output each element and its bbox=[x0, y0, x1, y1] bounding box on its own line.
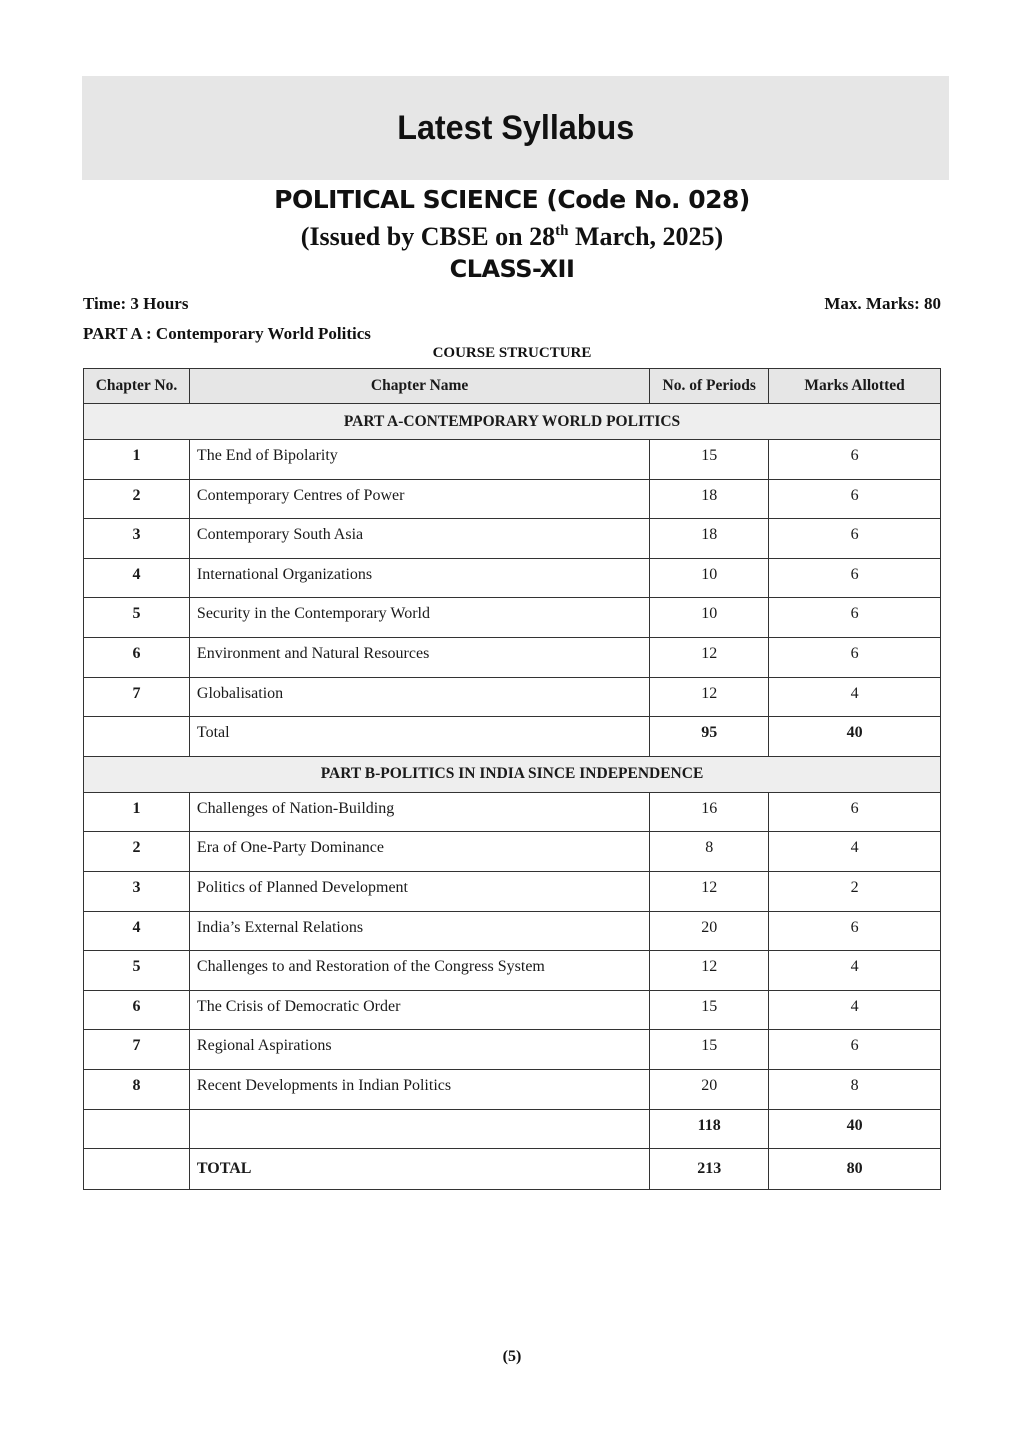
chapter-name: India’s External Relations bbox=[189, 911, 649, 951]
chapter-name: Era of One-Party Dominance bbox=[189, 832, 649, 872]
subject-title: POLITICAL SCIENCE (Code No. 028) bbox=[274, 185, 750, 214]
part-b-total-row bbox=[84, 1109, 941, 1149]
table-row bbox=[84, 479, 941, 519]
chapter-no: 4 bbox=[84, 558, 190, 598]
chapter-name: Challenges to and Restoration of the Congress System bbox=[189, 951, 649, 991]
chapter-name: Security in the Contemporary World bbox=[189, 598, 649, 638]
empty-cell bbox=[84, 1109, 190, 1149]
grand-total-periods: 213 bbox=[650, 1149, 769, 1190]
chapter-name: Recent Developments in Indian Politics bbox=[189, 1069, 649, 1109]
table-row bbox=[84, 677, 941, 717]
periods: 15 bbox=[650, 1030, 769, 1070]
issued-superscript: th bbox=[555, 223, 569, 239]
chapter-no: 6 bbox=[84, 990, 190, 1030]
part-b-title: PART B-POLITICS IN INDIA SINCE INDEPENDENCE bbox=[84, 756, 941, 792]
marks: 8 bbox=[769, 1069, 941, 1109]
chapter-no: 2 bbox=[84, 832, 190, 872]
periods: 12 bbox=[650, 871, 769, 911]
column-header-marks: Marks Allotted bbox=[769, 369, 941, 404]
class-title: CLASS-XII bbox=[449, 255, 575, 283]
table-row bbox=[84, 990, 941, 1030]
chapter-no: 4 bbox=[84, 911, 190, 951]
marks: 4 bbox=[769, 832, 941, 872]
chapter-name: The End of Bipolarity bbox=[189, 440, 649, 480]
course-structure-table bbox=[83, 368, 941, 1190]
marks: 6 bbox=[769, 1030, 941, 1070]
periods: 12 bbox=[650, 637, 769, 677]
table-row bbox=[84, 598, 941, 638]
part-b-header-row bbox=[84, 756, 941, 792]
grand-total-marks: 80 bbox=[769, 1149, 941, 1190]
chapter-no: 7 bbox=[84, 677, 190, 717]
marks: 6 bbox=[769, 558, 941, 598]
empty-cell bbox=[84, 1149, 190, 1190]
table-row bbox=[84, 1069, 941, 1109]
chapter-name: Environment and Natural Resources bbox=[189, 637, 649, 677]
grand-total-label: TOTAL bbox=[189, 1149, 649, 1190]
marks: 6 bbox=[769, 519, 941, 559]
periods: 12 bbox=[650, 677, 769, 717]
periods: 10 bbox=[650, 598, 769, 638]
table-body bbox=[84, 404, 941, 1190]
periods: 20 bbox=[650, 1069, 769, 1109]
chapter-name: Politics of Planned Development bbox=[189, 871, 649, 911]
part-a-header-row bbox=[84, 404, 941, 440]
chapter-name: Contemporary South Asia bbox=[189, 519, 649, 559]
table-row bbox=[84, 951, 941, 991]
total-periods: 95 bbox=[650, 717, 769, 757]
table-row bbox=[84, 792, 941, 832]
periods: 8 bbox=[650, 832, 769, 872]
chapter-no: 6 bbox=[84, 637, 190, 677]
marks: 6 bbox=[769, 637, 941, 677]
table-row bbox=[84, 637, 941, 677]
chapter-name: The Crisis of Democratic Order bbox=[189, 990, 649, 1030]
column-header-chapter-name: Chapter Name bbox=[189, 369, 649, 404]
table-row bbox=[84, 911, 941, 951]
chapter-name: Globalisation bbox=[189, 677, 649, 717]
chapter-no: 3 bbox=[84, 519, 190, 559]
periods: 15 bbox=[650, 990, 769, 1030]
chapter-name: International Organizations bbox=[189, 558, 649, 598]
table-row bbox=[84, 832, 941, 872]
table-header-row bbox=[84, 369, 941, 404]
chapter-name: Regional Aspirations bbox=[189, 1030, 649, 1070]
periods: 18 bbox=[650, 519, 769, 559]
total-label: Total bbox=[189, 717, 649, 757]
max-marks: Max. Marks: 80 bbox=[824, 294, 941, 313]
total-marks: 40 bbox=[769, 1109, 941, 1149]
periods: 15 bbox=[650, 440, 769, 480]
periods: 20 bbox=[650, 911, 769, 951]
table-row bbox=[84, 871, 941, 911]
marks: 4 bbox=[769, 990, 941, 1030]
chapter-no: 3 bbox=[84, 871, 190, 911]
marks: 2 bbox=[769, 871, 941, 911]
part-heading: PART A : Contemporary World Politics bbox=[83, 324, 371, 343]
course-structure-caption: COURSE STRUCTURE bbox=[432, 345, 592, 361]
chapter-no: 7 bbox=[84, 1030, 190, 1070]
column-header-periods: No. of Periods bbox=[650, 369, 769, 404]
periods: 10 bbox=[650, 558, 769, 598]
total-label bbox=[189, 1109, 649, 1149]
issued-suffix: March, 2025) bbox=[568, 222, 724, 251]
periods: 18 bbox=[650, 479, 769, 519]
exam-time: Time: 3 Hours bbox=[83, 294, 189, 313]
total-marks: 40 bbox=[769, 717, 941, 757]
marks: 4 bbox=[769, 677, 941, 717]
periods: 16 bbox=[650, 792, 769, 832]
column-header-chapter-no: Chapter No. bbox=[84, 369, 190, 404]
page-number: (5) bbox=[502, 1348, 522, 1365]
banner-title: Latest Syllabus bbox=[397, 108, 634, 147]
grand-total-row bbox=[84, 1149, 941, 1190]
marks: 4 bbox=[769, 951, 941, 991]
chapter-no: 5 bbox=[84, 951, 190, 991]
title-banner bbox=[82, 76, 949, 180]
chapter-no: 2 bbox=[84, 479, 190, 519]
marks: 6 bbox=[769, 440, 941, 480]
periods: 12 bbox=[650, 951, 769, 991]
table-row bbox=[84, 1030, 941, 1070]
total-periods: 118 bbox=[650, 1109, 769, 1149]
part-a-title: PART A-CONTEMPORARY WORLD POLITICS bbox=[84, 404, 941, 440]
chapter-no: 1 bbox=[84, 792, 190, 832]
chapter-name: Contemporary Centres of Power bbox=[189, 479, 649, 519]
empty-cell bbox=[84, 717, 190, 757]
marks: 6 bbox=[769, 792, 941, 832]
chapter-no: 5 bbox=[84, 598, 190, 638]
chapter-name: Challenges of Nation-Building bbox=[189, 792, 649, 832]
chapter-no: 1 bbox=[84, 440, 190, 480]
marks: 6 bbox=[769, 598, 941, 638]
table-row bbox=[84, 519, 941, 559]
table-row bbox=[84, 558, 941, 598]
chapter-no: 8 bbox=[84, 1069, 190, 1109]
issued-line bbox=[0, 222, 1024, 252]
marks: 6 bbox=[769, 479, 941, 519]
part-a-total-row bbox=[84, 717, 941, 757]
marks: 6 bbox=[769, 911, 941, 951]
issued-prefix: (Issued by CBSE on 28 bbox=[300, 222, 556, 251]
table-row bbox=[84, 440, 941, 480]
